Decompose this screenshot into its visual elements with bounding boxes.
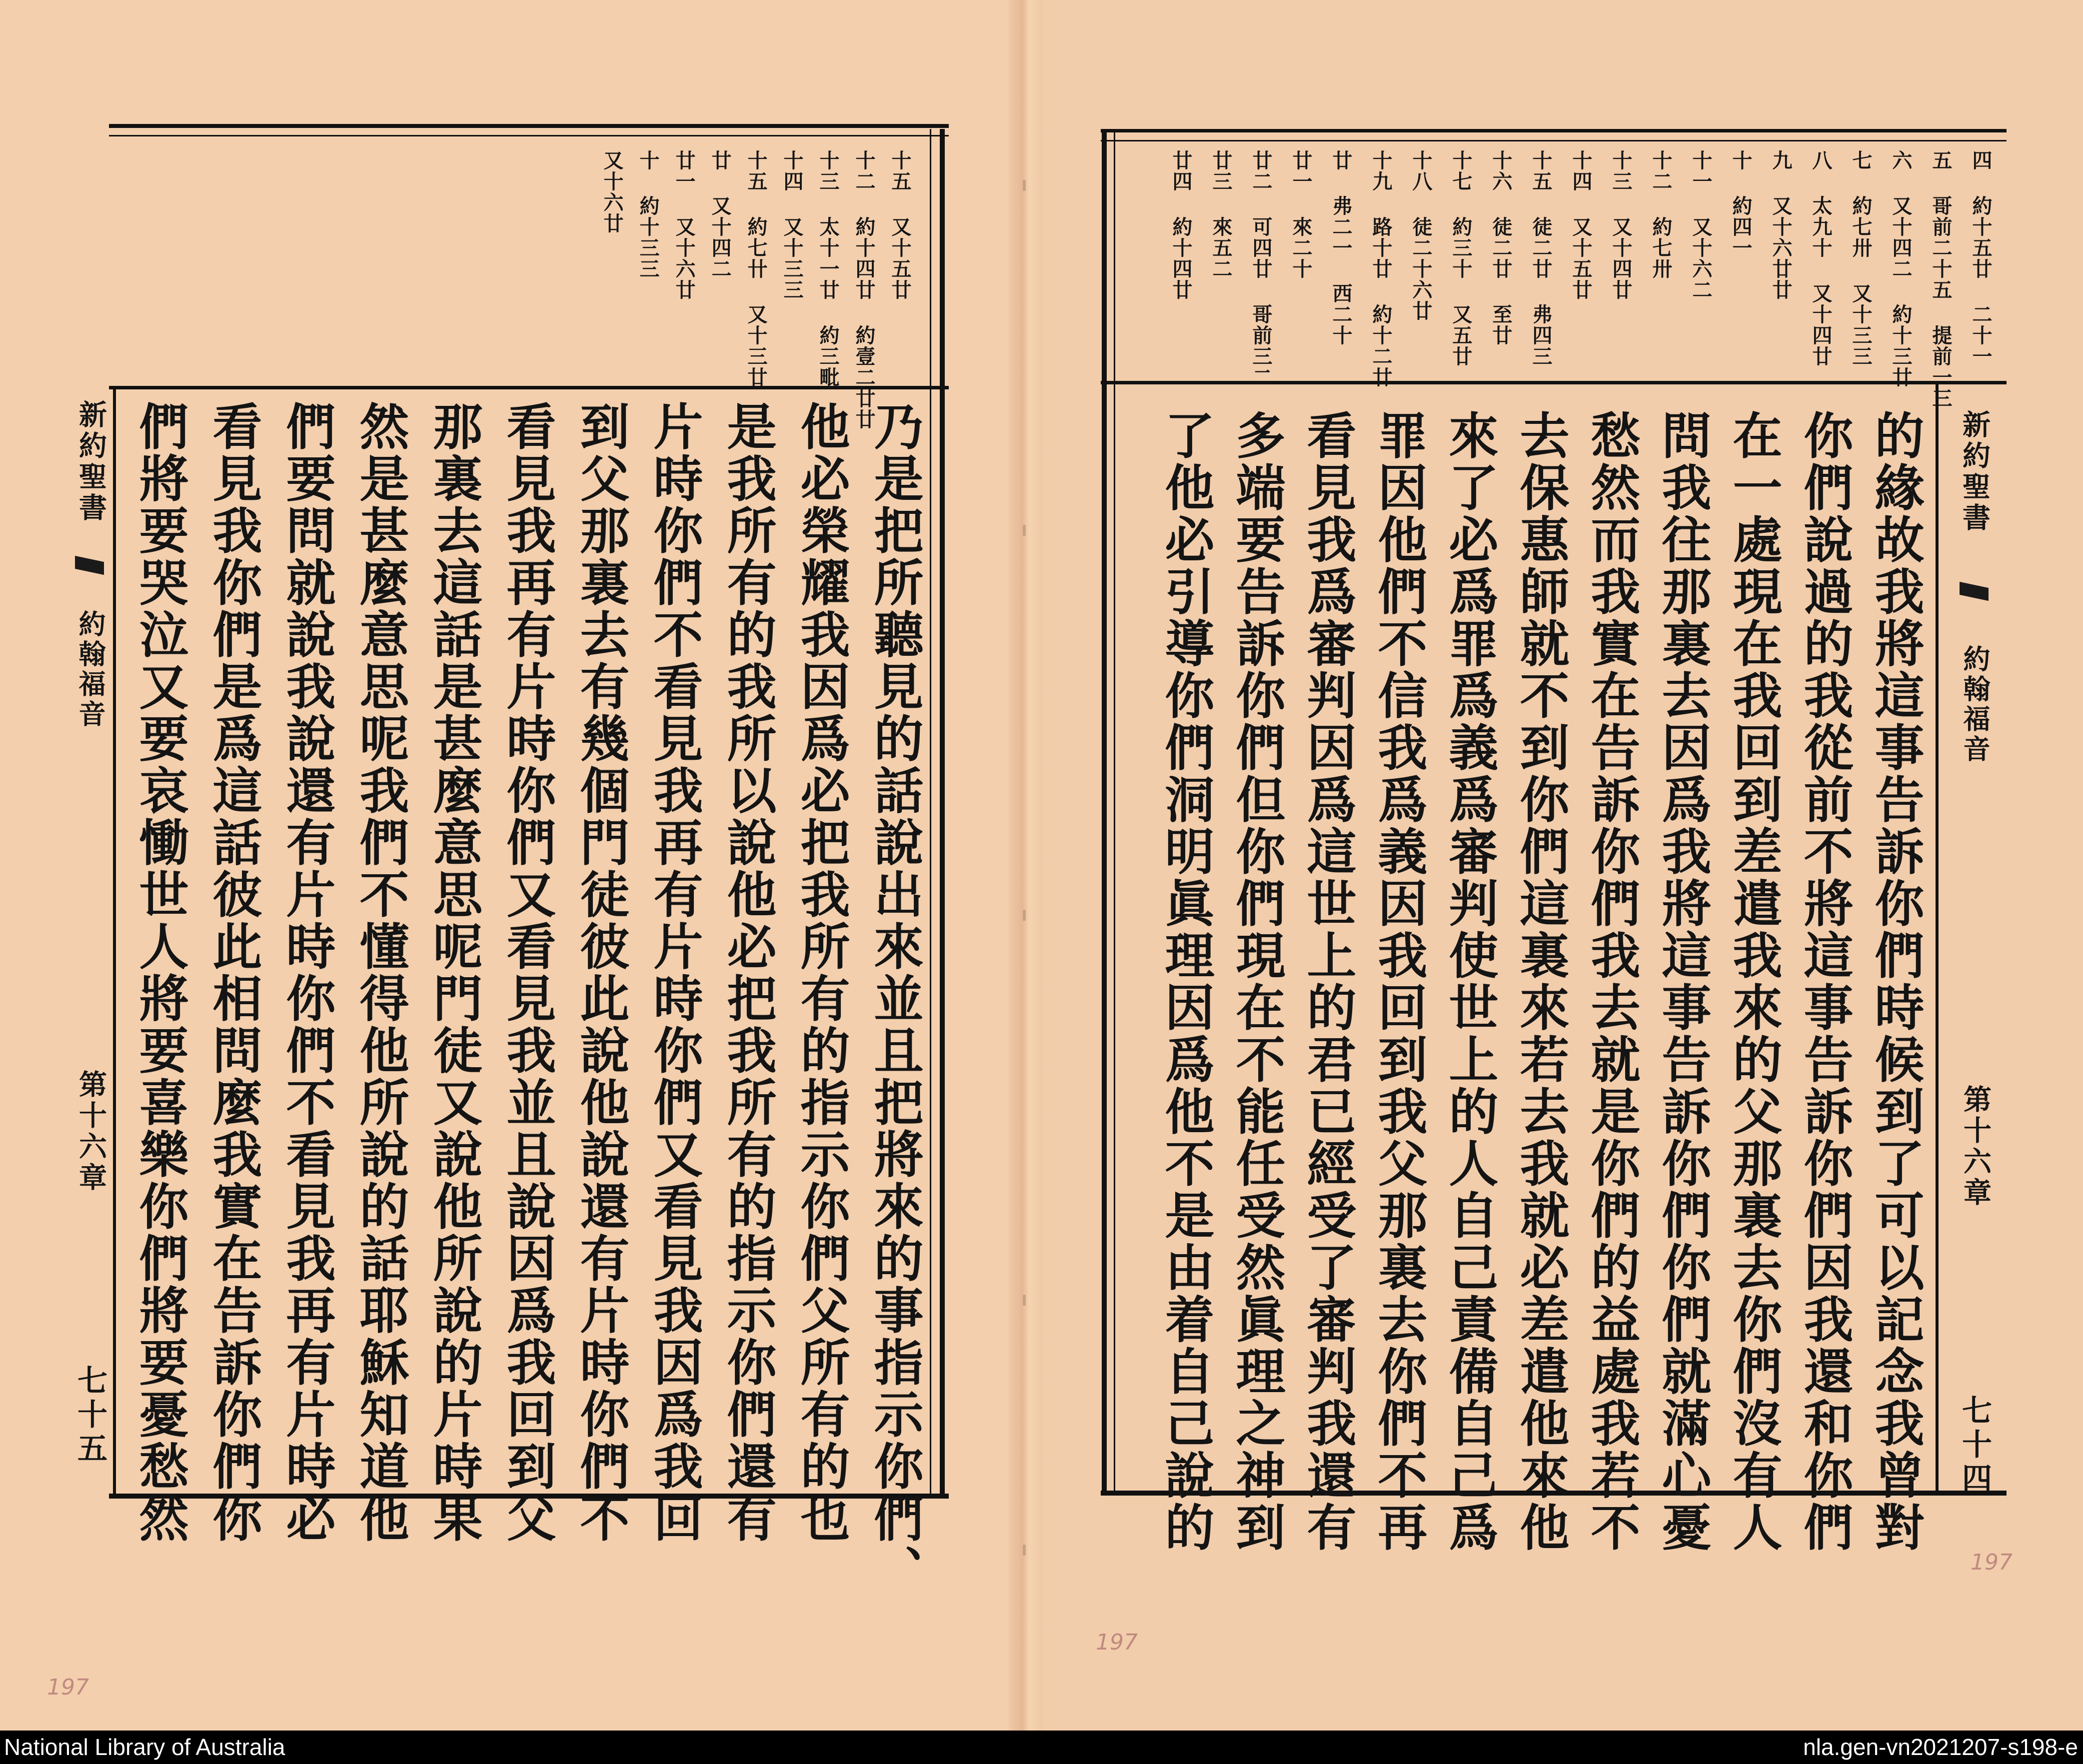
text-column: 的緣故我將這事告訴你們時候到了可以記念我曾對	[1867, 410, 1925, 1554]
left-pencil-note: 197	[47, 1675, 89, 1700]
text-column: 們將要哭泣又要哀慟世人將要喜樂你們將要憂愁然	[131, 401, 189, 1545]
text-column: 去保惠師就不到你們這裏來若去我就必差遣他來他	[1512, 410, 1570, 1554]
footer-library-name: National Library of Australia	[4, 1734, 285, 1760]
reference-column: 八 太九十 又十四廿	[1809, 150, 1833, 367]
text-column: 你們說過的我從前不將這事告訴你們因我還和你們	[1796, 410, 1854, 1554]
text-column: 看見我爲審判因爲這世上的君已經受了審判我還有	[1299, 410, 1357, 1554]
left-page	[0, 0, 1026, 1731]
left-text-left-border	[113, 389, 116, 1497]
reference-column: 十六 徒二廿 至廿	[1489, 150, 1513, 346]
binding-stitch	[1023, 525, 1026, 536]
left-margin-marker	[75, 556, 104, 575]
right-margin-book: 約翰福音	[1959, 645, 1991, 765]
text-column: 片時你們不看見我再有片時你們又看見我因爲我回	[645, 401, 703, 1545]
reference-column: 廿 又十四二	[708, 150, 732, 279]
text-column: 看見我你們是爲這話彼此相問麼我實在告訴你們你	[204, 401, 262, 1545]
text-column: 愁然而我實在告訴你們我去就是你們的益處我若不	[1583, 410, 1641, 1554]
reference-column: 十一 又十六二	[1689, 150, 1713, 300]
left-margin-title: 新約聖書	[74, 400, 107, 524]
reference-column: 九 又十六廿廿	[1769, 150, 1793, 300]
reference-column: 十三 又十四廿	[1609, 150, 1633, 300]
reference-column: 十五 約七卄 又十三廿	[744, 150, 768, 388]
text-column: 乃是把所聽見的話說出來並且把將來的事指示你們、	[866, 401, 924, 1597]
reference-column: 廿四 約十四廿	[1169, 150, 1193, 300]
reference-column: 十二 約七卅	[1649, 150, 1673, 279]
text-column: 問我往那裏去因爲我將這事告訴你們你們就滿心憂	[1654, 410, 1712, 1554]
reference-column: 十四 又十三三	[780, 150, 804, 300]
reference-column: 十七 約三十 又五廿	[1449, 150, 1473, 367]
reference-column: 廿 弗二一 西二十	[1329, 150, 1353, 346]
reference-column: 十四 又十五廿	[1569, 150, 1593, 300]
left-outer-border	[940, 129, 945, 1499]
text-column: 到父那裏去有幾個門徒彼此說他說還有片時你們不	[572, 401, 630, 1545]
reference-column: 十三 太十一廿 約三毗	[816, 150, 840, 388]
text-column: 那裏去這話是甚麼意思呢門徒又說他所說的片時果	[425, 401, 483, 1545]
text-column: 們要問就說我說還有片時你們不看見我再有片時必	[278, 401, 336, 1545]
reference-column: 十八 徒二十六廿	[1409, 150, 1433, 321]
reference-column: 又十六廿	[600, 150, 624, 234]
right-left-inner-border	[1114, 131, 1115, 1495]
reference-column: 七 約七卅 又十三三	[1849, 150, 1873, 367]
text-column: 然是甚麼意思呢我們不懂得他所說的話耶穌知道他	[351, 401, 409, 1545]
text-column: 來了必爲罪爲義爲審判使世上的人自己責備自己爲	[1441, 410, 1499, 1554]
right-margin-marker	[1960, 582, 1989, 601]
right-pencil-note-left: 197	[1096, 1630, 1138, 1655]
text-column: 他必榮耀我因爲必把我所有的指示你們父所有的也	[792, 401, 850, 1545]
text-column: 是我所有的我所以說他必把我所有的指示你們還有	[719, 401, 777, 1545]
archive-footer	[0, 1731, 2083, 1764]
reference-column: 十九 路十廿 約十二廿	[1369, 150, 1393, 388]
text-column: 在一處現在我回到差遣我來的父那裏去你們沒有人	[1725, 410, 1783, 1554]
left-margin-chapter: 第十六章	[74, 1070, 107, 1194]
binding-gutter	[1009, 0, 1043, 1731]
right-pencil-note-right: 197	[1971, 1550, 2013, 1575]
reference-column: 十五 徒二廿 弗四三	[1529, 150, 1553, 367]
reference-column: 十 約四一	[1729, 150, 1753, 258]
reference-column: 廿二 可四廿 哥前三二	[1249, 150, 1273, 388]
right-page	[1026, 0, 2083, 1731]
binding-stitch	[1023, 910, 1026, 921]
right-margin-page-number: 七十四	[1957, 1395, 1992, 1497]
left-inner-border	[930, 129, 931, 1499]
binding-stitch	[1023, 1295, 1026, 1306]
left-margin-book: 約翰福音	[74, 610, 106, 730]
left-top-rule-thin	[109, 135, 949, 136]
text-column: 多端要告訴你們但你們現在不能任受然眞理之神到	[1228, 410, 1286, 1554]
binding-stitch	[1023, 1545, 1026, 1556]
reference-column: 六 又十四二 約十三廿	[1889, 150, 1913, 388]
reference-column: 十二 約十四廿 約壹二廿廿	[852, 150, 876, 430]
reference-column: 四 約十五廿 二十一	[1969, 150, 1993, 367]
left-top-rule	[109, 124, 949, 128]
right-margin-chapter: 第十六章	[1959, 1085, 1992, 1209]
footer-record-id: nla.gen-vn2021207-s198-e	[1803, 1734, 2078, 1760]
reference-column: 廿三 來五二	[1209, 150, 1233, 279]
text-column: 罪因他們不信我爲義因我回到我父那裏去你們不再	[1370, 410, 1428, 1554]
reference-column: 十 約十三三	[636, 150, 660, 279]
right-text-right-border	[1936, 384, 1939, 1494]
reference-column: 十五 又十五廿	[888, 150, 912, 300]
right-margin-title: 新約聖書	[1958, 410, 1991, 534]
text-column: 了他必引導你們洞明眞理因爲他不是由着自己說的	[1157, 410, 1215, 1554]
right-left-border	[1102, 131, 1107, 1495]
binding-stitch	[1023, 180, 1026, 191]
text-column: 看見我再有片時你們又看見我並且說因爲我回到父	[498, 401, 556, 1545]
left-margin-page-number: 七十五	[72, 1365, 107, 1467]
right-top-rule-thin	[1101, 140, 2007, 141]
reference-column: 五 哥前二十五 提前一三	[1929, 150, 1953, 409]
right-reference-divider	[1101, 381, 2007, 384]
reference-column: 廿一 又十六廿	[672, 150, 696, 300]
right-top-rule	[1101, 129, 2007, 132]
reference-column: 廿一 來二十	[1289, 150, 1313, 279]
